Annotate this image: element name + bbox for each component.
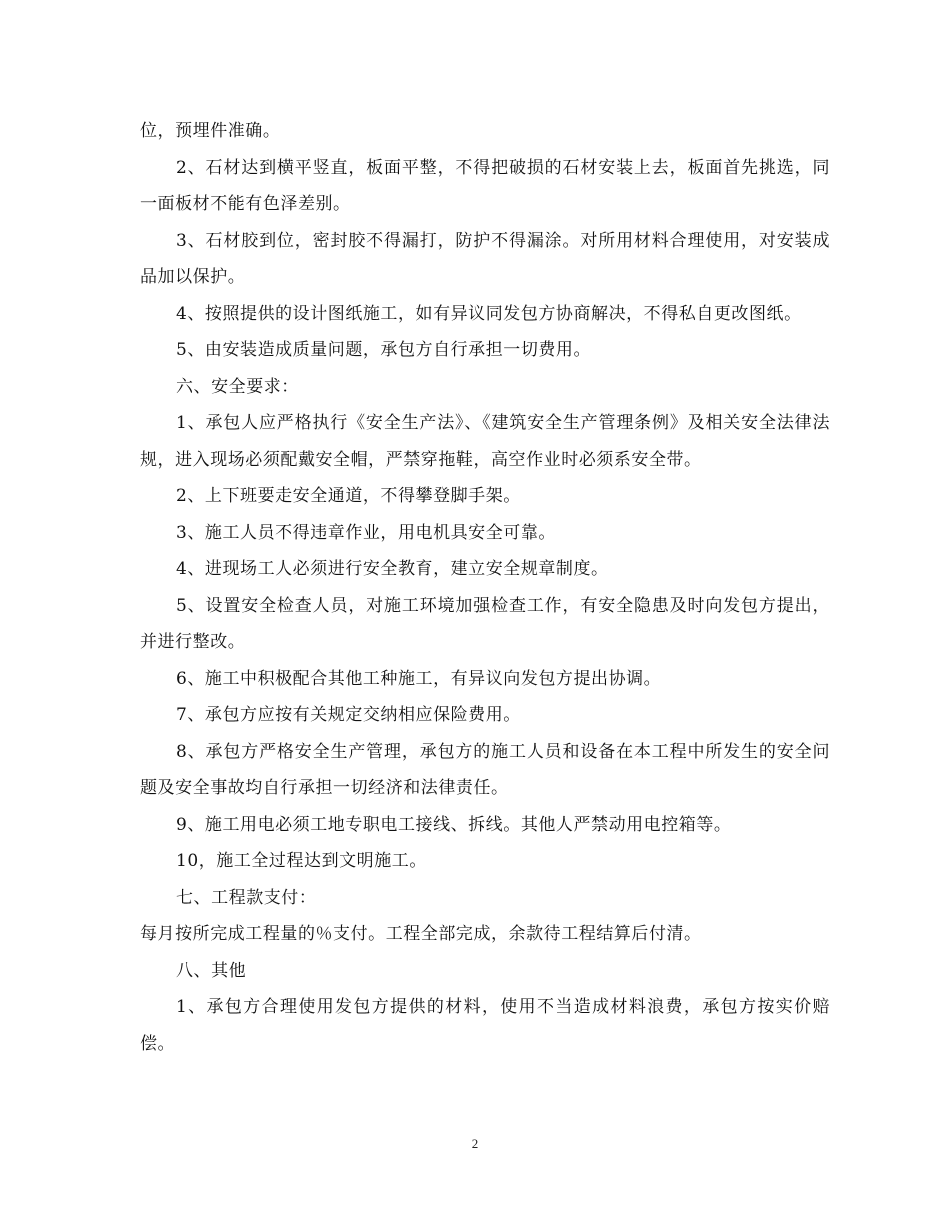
- paragraph: 六、安全要求：: [176, 376, 299, 397]
- paragraph: 7、承包方应按有关规定交纳相应保险费用。: [176, 705, 521, 725]
- paragraph: 5、由安装造成质量问题，承包方自行承担一切费用。: [176, 340, 592, 360]
- paragraph: 每月按所完成工程量的％支付。工程全部完成，余款待工程结算后付清。: [140, 924, 702, 944]
- page-number: 2: [471, 1136, 479, 1151]
- paragraph: 位，预埋件准确。: [140, 121, 281, 141]
- paragraph: 10，施工全过程达到文明施工。: [176, 851, 427, 871]
- paragraph: 9、施工用电必须工地专职电工接线、拆线。其他人严禁动用电控箱等。: [176, 814, 732, 835]
- paragraph: 5、设置安全检查人员，对施工环境加强检查工作，有安全隐患及时向发包方提出，并进行整改。: [140, 595, 830, 652]
- paragraph: 1、承包人应严格执行《安全生产法》、《建筑安全生产管理条例》及相关安全法律法规，进入现场必须配戴安全帽，严禁穿拖鞋，高空作业时必须系安全带。: [140, 413, 830, 470]
- paragraph: 七、工程款支付：: [176, 887, 317, 908]
- paragraph: 3、石材胶到位，密封胶不得漏打，防护不得漏涂。对所用材料合理使用，对安装成品加以保护。: [140, 230, 830, 287]
- paragraph: 1、承包方合理使用发包方提供的材料，使用不当造成材料浪费，承包方按实价赔偿。: [140, 997, 830, 1054]
- paragraph: 4、按照提供的设计图纸施工，如有异议同发包方协商解决，不得私自更改图纸。: [176, 303, 802, 324]
- paragraph: 八、其他: [176, 960, 247, 981]
- paragraph: 3、施工人员不得违章作业，用电机具安全可靠。: [176, 522, 556, 543]
- paragraph: 4、进现场工人必须进行安全教育，建立安全规章制度。: [176, 559, 609, 579]
- paragraph: 8、承包方严格安全生产管理，承包方的施工人员和设备在本工程中所发生的安全问题及安全事故均自行承担一切经济和法律责任。: [140, 741, 830, 798]
- paragraph: 2、上下班要走安全通道，不得攀登脚手架。: [176, 486, 521, 506]
- document-body: [140, 113, 830, 1062]
- paragraph: 2、石材达到横平竖直，板面平整，不得把破损的石材安装上去，板面首先挑选，同一面板材不能有色泽差别。: [140, 157, 830, 214]
- paragraph: 6、施工中积极配合其他工种施工，有异议向发包方提出协调。: [176, 668, 662, 689]
